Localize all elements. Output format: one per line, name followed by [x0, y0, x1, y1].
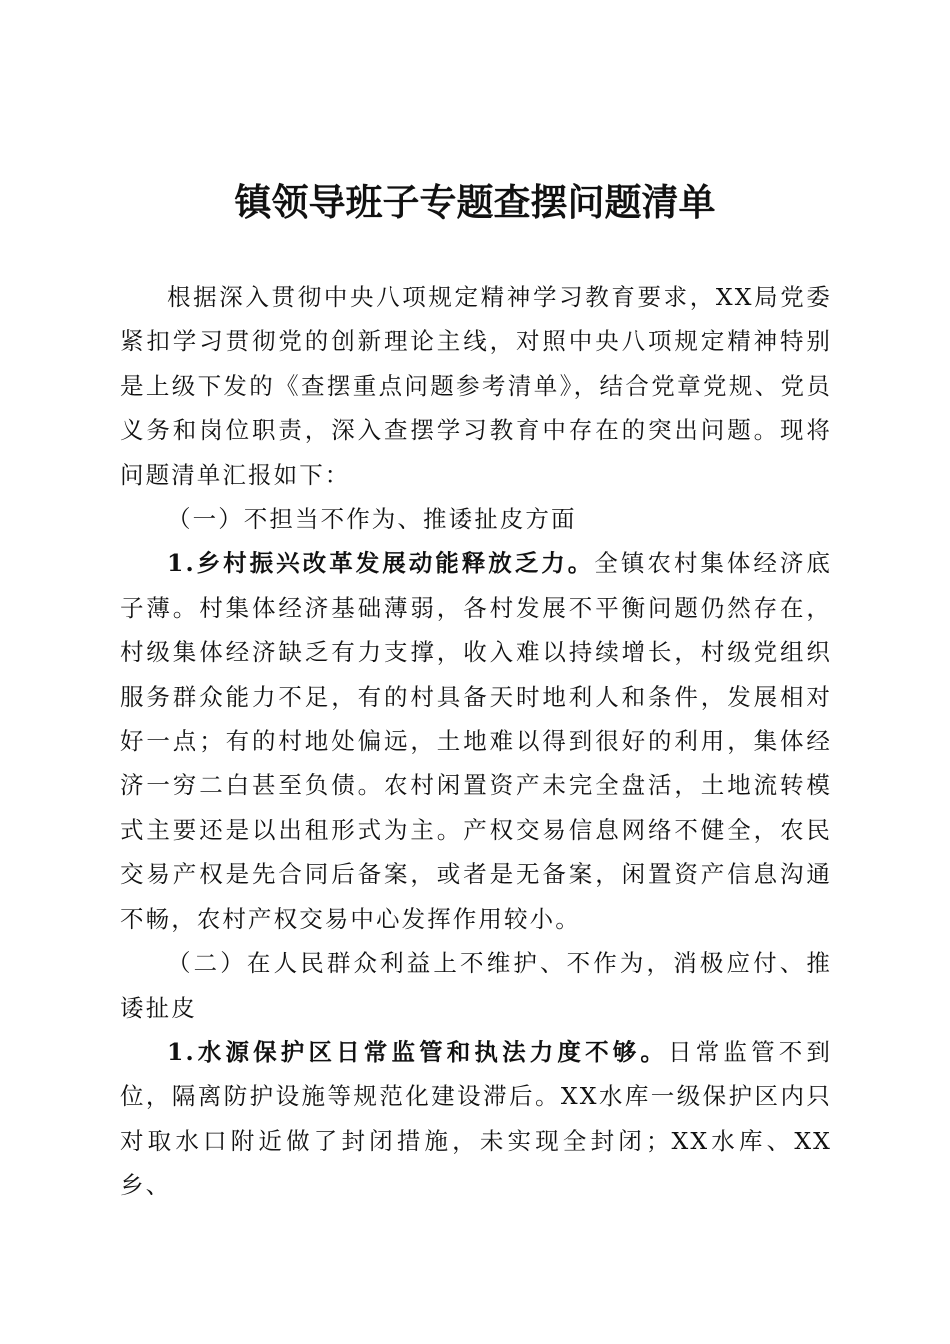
- document-title: 镇领导班子专题查摆问题清单: [234, 180, 716, 224]
- section-heading-1: （一）不担当不作为、推诿扯皮方面: [167, 505, 577, 534]
- intro-paragraph: 根据深入贯彻中央八项规定精神学习教育要求，XX局党委紧扣学习贯彻党的创新理论主线，对照中央八项规定精神特别是上级下发的《查摆重点问题参考清单》，结合党章党规、党员义务和岗位职责，深入查摆学习教育中存在的突出问题。现将问题清单汇报如下：: [120, 283, 832, 489]
- document-body: [120, 275, 832, 1208]
- item-text: 全镇农村集体经济底子薄。村集体经济基础薄弱，各村发展不平衡问题仍然存在，村级集体经济缺乏有力支撑，收入难以持续增长，村级党组织服务群众能力不足，有的村具备天时地利人和条件，发展相对好一点；有的村地处偏远，土地难以得到很好的利用，集体经济一穷二白甚至负债。农村闲置资产未完全盘活，土地流转模式主要还是以出租形式为主。产权交易信息网络不健全，农民交易产权是先合同后备案，或者是无备案，闲置资产信息沟通不畅，农村产权交易中心发挥作用较小。: [120, 549, 832, 933]
- item-lead: 1.水源保护区日常监管和执法力度不够。: [167, 1037, 669, 1066]
- item-text: 日常监管不到位，隔离防护设施等规范化建设滞后。XX水库一级保护区内只对取水口附近做了封闭措施，未实现全封闭；XX水库、XX乡、: [120, 1037, 832, 1200]
- section-heading-2: （二）在人民群众利益上不维护、不作为，消极应付、推诿扯皮: [120, 949, 832, 1022]
- section-2-item-1: [120, 1030, 832, 1208]
- item-lead: 1.乡村振兴改革发展动能释放乏力。: [167, 549, 595, 578]
- section-1-item-1: [120, 541, 832, 941]
